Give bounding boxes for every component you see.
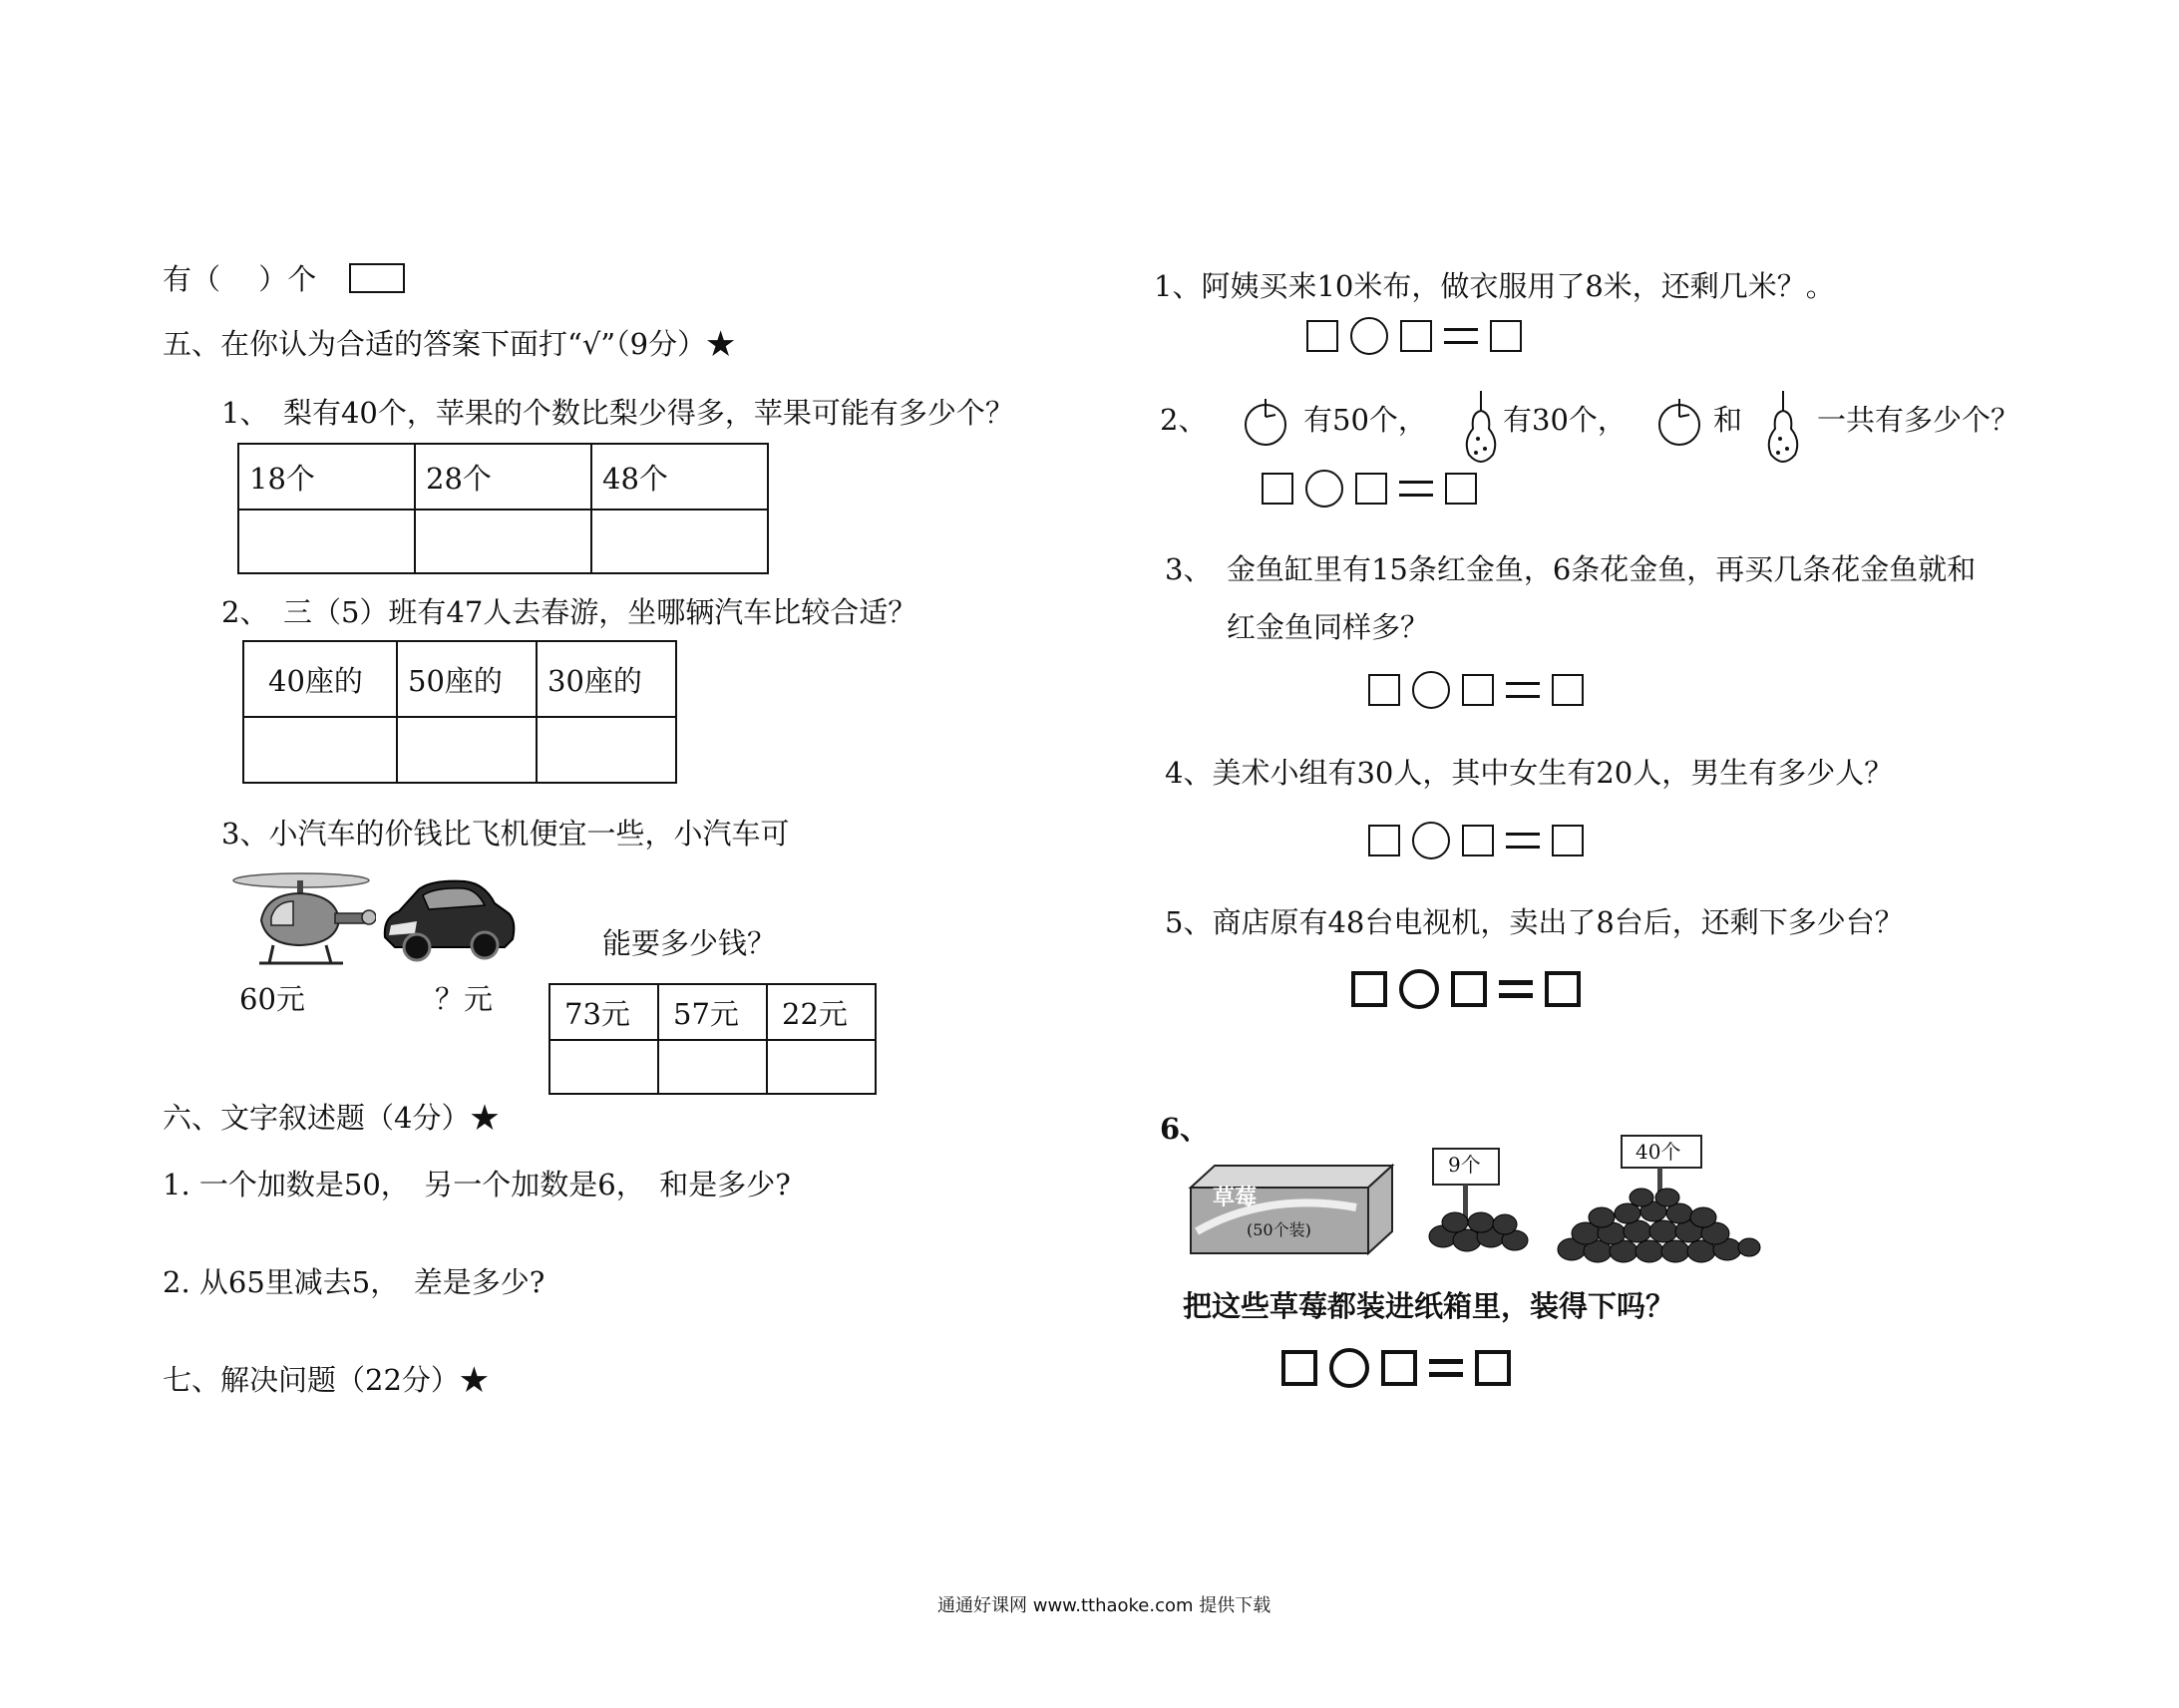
top-line: 有（ ）个	[163, 262, 317, 296]
tick-cell[interactable]	[397, 717, 537, 783]
pear-icon	[1461, 389, 1501, 469]
operator-circle[interactable]	[1399, 969, 1439, 1009]
problem-5: 5、商店原有48台电视机，卖出了8台后，还剩下多少台？	[1165, 905, 1904, 939]
question-5-3: 3、小汽车的价钱比飞机便宜一些，小汽车可	[221, 817, 790, 851]
answer-table-5-3	[548, 983, 877, 1095]
blank-square[interactable]	[1262, 473, 1293, 505]
tick-cell[interactable]	[658, 1040, 767, 1094]
option-cell: 30座的	[537, 641, 676, 717]
pear-icon	[1763, 389, 1803, 469]
tick-cell[interactable]	[537, 717, 676, 783]
problem-3-line-1: 3、 金鱼缸里有15条红金鱼，6条花金鱼，再买几条花金鱼就和	[1165, 552, 1977, 586]
option-cell: 57元	[658, 984, 767, 1040]
blank-square[interactable]	[1306, 320, 1338, 352]
equation-frame-1	[1306, 317, 1522, 355]
section-6-q1: 1. 一个加数是50， 另一个加数是6， 和是多少?	[163, 1168, 791, 1201]
operator-circle[interactable]	[1329, 1348, 1369, 1388]
option-cell: 73元	[549, 984, 658, 1040]
question-5-3-cont: 能要多少钱？	[602, 926, 777, 960]
blank-square[interactable]	[1462, 825, 1494, 856]
blank-square[interactable]	[1281, 1350, 1317, 1386]
problem-2-text-d: 一共有多少个？	[1817, 403, 2020, 437]
blank-square[interactable]	[1355, 473, 1387, 505]
option-cell: 40座的	[243, 641, 397, 717]
answer-table-5-2	[242, 640, 677, 784]
blank-square[interactable]	[1475, 1350, 1511, 1386]
answer-box[interactable]	[349, 263, 405, 293]
operator-circle[interactable]	[1305, 470, 1343, 508]
option-cell: 18个	[238, 444, 415, 510]
tick-cell[interactable]	[238, 510, 415, 573]
problem-4: 4、美术小组有30人，其中女生有20人，男生有多少人？	[1165, 756, 1894, 790]
option-cell: 48个	[591, 444, 768, 510]
operator-circle[interactable]	[1350, 317, 1388, 355]
section-7-title: 七、解决问题（22分）★	[163, 1363, 489, 1397]
blank-square[interactable]	[1445, 473, 1477, 505]
equation-frame-4	[1368, 822, 1584, 859]
section-5-title: 五、在你认为合适的答案下面打“√”（9分）★	[163, 327, 736, 361]
problem-2-text-a: 有50个，	[1303, 403, 1427, 437]
footer-text: 通通好课网 www.tthaoke.com 提供下载	[937, 1595, 1271, 1616]
small-pile-sign: 9个	[1448, 1153, 1481, 1177]
apple-icon	[1242, 395, 1289, 449]
blank-square[interactable]	[1368, 825, 1400, 856]
blank-square[interactable]	[1351, 971, 1387, 1007]
operator-circle[interactable]	[1412, 671, 1450, 709]
blank-square[interactable]	[1552, 674, 1584, 706]
problem-1: 1、阿姨买来10米布，做衣服用了8米，还剩几米？。	[1154, 269, 1835, 303]
operator-circle[interactable]	[1412, 822, 1450, 859]
blank-square[interactable]	[1490, 320, 1522, 352]
equation-frame-3	[1368, 671, 1584, 709]
equals-sign	[1506, 682, 1540, 698]
problem-6-question: 把这些草莓都装进纸箱里，装得下吗？	[1183, 1289, 1675, 1323]
equals-sign	[1444, 328, 1478, 344]
tick-cell[interactable]	[591, 510, 768, 573]
blank-square[interactable]	[1462, 674, 1494, 706]
box-label: 草莓	[1213, 1185, 1258, 1210]
option-cell: 22元	[767, 984, 876, 1040]
tick-cell[interactable]	[243, 717, 397, 783]
equals-sign	[1429, 1359, 1463, 1377]
blank-square[interactable]	[1381, 1350, 1417, 1386]
equals-sign	[1399, 481, 1433, 497]
blank-square[interactable]	[1400, 320, 1432, 352]
car-picture	[377, 869, 519, 969]
equation-frame-2	[1262, 470, 1477, 508]
tick-cell[interactable]	[415, 510, 591, 573]
blank-square[interactable]	[1552, 825, 1584, 856]
question-5-1: 1、 梨有40个，苹果的个数比梨少得多，苹果可能有多少个？	[221, 396, 1014, 430]
blank-square[interactable]	[1368, 674, 1400, 706]
blank-square[interactable]	[1451, 971, 1487, 1007]
section-6-title: 六、文字叙述题（4分）★	[163, 1101, 500, 1135]
car-price: ？元	[435, 982, 494, 1016]
problem-2-number: 2、	[1160, 403, 1208, 437]
blank-square[interactable]	[1545, 971, 1581, 1007]
tick-cell[interactable]	[549, 1040, 658, 1094]
large-pile-sign: 40个	[1635, 1140, 1681, 1164]
problem-2-text-b: 有30个，	[1503, 403, 1627, 437]
answer-table-5-1	[237, 443, 769, 574]
equals-sign	[1499, 980, 1533, 998]
plane-price: 60元	[239, 982, 305, 1016]
box-sub-label: (50个装)	[1247, 1220, 1311, 1239]
helicopter-picture	[231, 865, 376, 975]
apple-icon	[1655, 395, 1703, 449]
equation-frame-5	[1351, 969, 1581, 1009]
section-6-q2: 2. 从65里减去5， 差是多少?	[163, 1265, 545, 1299]
problem-6-number: 6、	[1160, 1112, 1210, 1146]
problem-2-text-c: 和	[1713, 403, 1743, 437]
option-cell: 28个	[415, 444, 591, 510]
option-cell: 50座的	[397, 641, 537, 717]
equation-frame-6	[1281, 1348, 1511, 1388]
equals-sign	[1506, 833, 1540, 849]
problem-3-line-2: 红金鱼同样多？	[1227, 610, 1430, 644]
question-5-2: 2、 三（5）班有47人去春游，坐哪辆汽车比较合适？	[221, 595, 917, 629]
tick-cell[interactable]	[767, 1040, 876, 1094]
